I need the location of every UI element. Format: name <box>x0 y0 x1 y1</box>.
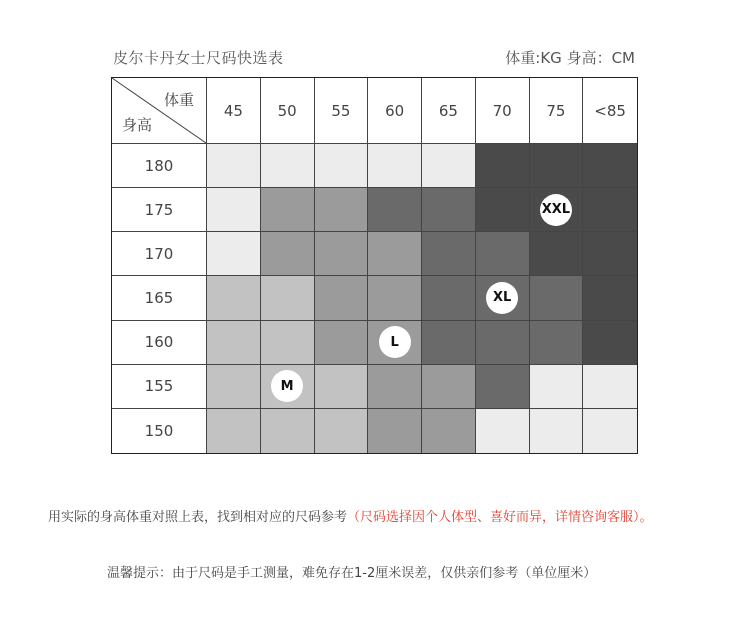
size-cell <box>530 321 584 365</box>
size-cell <box>368 188 422 232</box>
size-badge: M <box>271 370 303 402</box>
size-cell <box>207 232 261 276</box>
size-cell <box>368 321 422 365</box>
size-cell <box>476 409 530 453</box>
weight-header-cell: 45 <box>207 78 261 144</box>
size-cell <box>422 276 476 320</box>
size-cell <box>207 409 261 453</box>
size-cell <box>583 365 637 409</box>
size-cell <box>476 276 530 320</box>
usage-note <box>48 506 653 525</box>
height-header-cell: 160 <box>112 321 207 365</box>
size-cell <box>261 232 315 276</box>
weight-header-cell: 65 <box>422 78 476 144</box>
size-cell <box>476 144 530 188</box>
size-cell <box>368 409 422 453</box>
size-cell <box>422 321 476 365</box>
size-cell <box>476 365 530 409</box>
height-header-cell: 180 <box>112 144 207 188</box>
size-cell <box>261 409 315 453</box>
size-cell <box>368 276 422 320</box>
weight-header-cell: 55 <box>315 78 369 144</box>
size-cell <box>315 365 369 409</box>
height-axis-label: 身高 <box>122 116 153 134</box>
size-cell <box>207 144 261 188</box>
weight-header-cell: <85 <box>583 78 637 144</box>
size-cell <box>583 188 637 232</box>
table-corner-header <box>112 78 207 144</box>
size-cell <box>476 321 530 365</box>
size-cell <box>315 144 369 188</box>
weight-header-cell: 75 <box>530 78 584 144</box>
weight-header-cell: 50 <box>261 78 315 144</box>
weight-header-cell: 60 <box>368 78 422 144</box>
size-cell <box>422 365 476 409</box>
usage-note-highlight: （尺码选择因个人体型、喜好而异，详情咨询客服）。 <box>347 510 653 525</box>
size-cell <box>261 321 315 365</box>
measurement-tip: 温馨提示：由于尺码是手工测量，难免存在1-2厘米误差，仅供亲们参考（单位厘米） <box>107 566 597 581</box>
size-cell <box>583 321 637 365</box>
size-cell <box>583 232 637 276</box>
size-cell <box>583 276 637 320</box>
size-cell <box>315 188 369 232</box>
size-cell <box>368 144 422 188</box>
size-cell <box>261 276 315 320</box>
size-cell <box>422 232 476 276</box>
size-cell <box>476 232 530 276</box>
size-cell <box>422 409 476 453</box>
size-cell <box>207 365 261 409</box>
size-cell <box>422 144 476 188</box>
chart-title: 皮尔卡丹女士尺码快选表 <box>113 49 284 67</box>
size-cell <box>315 321 369 365</box>
size-cell <box>368 232 422 276</box>
size-cell <box>583 144 637 188</box>
height-header-cell: 150 <box>112 409 207 453</box>
height-header-cell: 170 <box>112 232 207 276</box>
size-cell <box>315 409 369 453</box>
weight-axis-label: 体重 <box>163 91 194 109</box>
size-cell <box>261 188 315 232</box>
size-cell <box>476 188 530 232</box>
size-cell <box>315 232 369 276</box>
size-cell <box>261 144 315 188</box>
size-cell <box>530 144 584 188</box>
weight-header-cell: 70 <box>476 78 530 144</box>
size-badge: XL <box>486 282 518 314</box>
size-cell <box>583 409 637 453</box>
size-cell <box>207 321 261 365</box>
height-header-cell: 175 <box>112 188 207 232</box>
size-cell <box>530 409 584 453</box>
size-cell <box>368 365 422 409</box>
size-badge: L <box>379 326 411 358</box>
size-cell <box>207 276 261 320</box>
size-cell <box>422 188 476 232</box>
unit-label: 体重:KG 身高：CM <box>505 49 635 67</box>
size-cell <box>530 188 584 232</box>
size-cell <box>207 188 261 232</box>
size-cell <box>530 276 584 320</box>
size-cell <box>261 365 315 409</box>
height-header-cell: 155 <box>112 365 207 409</box>
size-cell <box>530 365 584 409</box>
size-badge: XXL <box>540 194 572 226</box>
size-chart-table <box>111 77 638 454</box>
size-cell <box>315 276 369 320</box>
size-cell <box>530 232 584 276</box>
height-header-cell: 165 <box>112 276 207 320</box>
usage-note-main: 用实际的身高体重对照上表，找到相对应的尺码参考 <box>48 510 348 525</box>
